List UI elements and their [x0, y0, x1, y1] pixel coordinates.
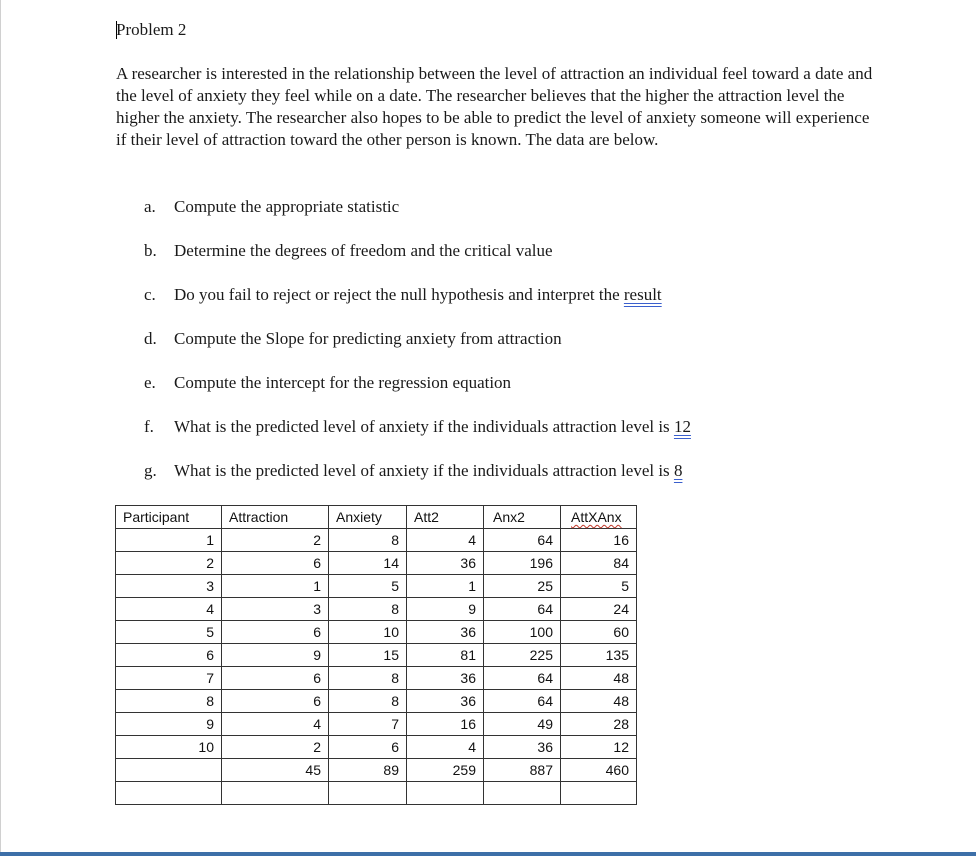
table-cell: 6: [116, 644, 222, 667]
table-cell: 36: [407, 690, 484, 713]
table-cell: 5: [116, 621, 222, 644]
question-text: Determine the degrees of freedom and the critical value: [174, 241, 553, 260]
table-cell: 36: [484, 736, 561, 759]
question-letter: c.: [144, 285, 156, 304]
question-letter: a.: [144, 197, 156, 216]
table-cell: 9: [222, 644, 329, 667]
question-text: Compute the Slope for predicting anxiety from attraction: [174, 329, 562, 348]
table-cell: 1: [222, 575, 329, 598]
table-header-row: [116, 506, 637, 529]
table-cell: 64: [484, 598, 561, 621]
table-cell: 196: [484, 552, 561, 575]
page-bottom-bar: [0, 852, 976, 856]
problem-paragraph: A researcher is interested in the relationship between the level of attraction an individual feel toward a date and the level of anxiety they feel while on a date. The researcher believes that the higher the attraction level the higher the anxiety. The researcher also hopes to be able to predict the level of anxiety someone will experience if their level of attraction toward the other person is known. The data are below.: [116, 64, 873, 149]
question-tail: result: [623, 285, 662, 304]
table-cell: 4: [116, 598, 222, 621]
table-cell: 2: [222, 529, 329, 552]
question-text: What is the predicted level of anxiety if the individuals attraction level is: [174, 417, 674, 436]
table-cell: 64: [484, 529, 561, 552]
question-letter: g.: [144, 461, 157, 480]
table-cell: 15: [329, 644, 407, 667]
table-cell: 6: [222, 667, 329, 690]
table-cell: 9: [407, 598, 484, 621]
header-participant: Participant: [116, 506, 222, 529]
table-row: [116, 575, 637, 598]
header-att2: Att2: [407, 506, 484, 529]
table-cell: 84: [561, 552, 637, 575]
page-left-edge: [0, 0, 1, 852]
table-row: [116, 644, 637, 667]
data-table: [115, 505, 637, 805]
table-cell: 7: [116, 667, 222, 690]
table-cell: 135: [561, 644, 637, 667]
table-row: [116, 667, 637, 690]
table-cell: 887: [484, 759, 561, 782]
table-cell: 1: [116, 529, 222, 552]
question-text: Do you fail to reject or reject the null hypothesis and interpret the: [174, 285, 624, 304]
table-cell: 1: [407, 575, 484, 598]
table-cell: [329, 782, 407, 805]
table-cell: [222, 782, 329, 805]
table-cell: 48: [561, 690, 637, 713]
table-cell: 10: [116, 736, 222, 759]
totals-row: [116, 759, 637, 782]
table-cell: 460: [561, 759, 637, 782]
question-c: [144, 284, 662, 306]
table-cell: 4: [222, 713, 329, 736]
table-cell: 60: [561, 621, 637, 644]
table-cell: 89: [329, 759, 407, 782]
table-cell: 5: [329, 575, 407, 598]
table-cell: [116, 759, 222, 782]
table-cell: 9: [116, 713, 222, 736]
table-cell: 100: [484, 621, 561, 644]
table-cell: 8: [116, 690, 222, 713]
table-cell: 259: [407, 759, 484, 782]
blank-row: [116, 782, 637, 805]
table-cell: 64: [484, 690, 561, 713]
table-cell: 81: [407, 644, 484, 667]
table-row: [116, 598, 637, 621]
table-cell: 16: [561, 529, 637, 552]
table-cell: 36: [407, 667, 484, 690]
table-row: [116, 713, 637, 736]
table-cell: 7: [329, 713, 407, 736]
table-cell: [561, 782, 637, 805]
table-cell: 25: [484, 575, 561, 598]
question-text: Compute the intercept for the regression equation: [174, 373, 512, 392]
question-a: [144, 196, 399, 218]
table-cell: 10: [329, 621, 407, 644]
table-cell: 6: [222, 621, 329, 644]
header-attraction: Attraction: [222, 506, 329, 529]
header-anxiety: Anxiety: [329, 506, 407, 529]
table-cell: 6: [222, 552, 329, 575]
header-attxanx: AttXAnx: [561, 506, 637, 529]
table-cell: 8: [329, 690, 407, 713]
table-cell: 24: [561, 598, 637, 621]
table-cell: 8: [329, 667, 407, 690]
question-letter: b.: [144, 241, 157, 260]
table-cell: 45: [222, 759, 329, 782]
table-cell: 6: [329, 736, 407, 759]
question-b: [144, 240, 553, 262]
table-cell: 3: [116, 575, 222, 598]
table-cell: 12: [561, 736, 637, 759]
table-cell: 5: [561, 575, 637, 598]
table-cell: 64: [484, 667, 561, 690]
table-cell: 49: [484, 713, 561, 736]
table-row: [116, 621, 637, 644]
table-cell: 3: [222, 598, 329, 621]
table-cell: 48: [561, 667, 637, 690]
question-letter: d.: [144, 329, 157, 348]
table-cell: 36: [407, 621, 484, 644]
table-cell: 8: [329, 598, 407, 621]
table-cell: 2: [222, 736, 329, 759]
page-title: Problem 2: [116, 20, 187, 39]
table-cell: [407, 782, 484, 805]
table-cell: 28: [561, 713, 637, 736]
table-cell: [484, 782, 561, 805]
table-cell: 2: [116, 552, 222, 575]
table-cell: [116, 782, 222, 805]
table-cell: 4: [407, 736, 484, 759]
question-g: [144, 460, 682, 482]
table-row: [116, 736, 637, 759]
header-anx2: Anx2: [484, 506, 561, 529]
question-letter: f.: [144, 417, 154, 436]
question-letter: e.: [144, 373, 156, 392]
question-tail: 12: [673, 417, 691, 436]
table-cell: 16: [407, 713, 484, 736]
question-text: Compute the appropriate statistic: [174, 197, 400, 216]
question-e: [144, 372, 511, 394]
table-cell: 4: [407, 529, 484, 552]
table-cell: 6: [222, 690, 329, 713]
question-f: [144, 416, 691, 438]
table-row: [116, 552, 637, 575]
table-cell: 36: [407, 552, 484, 575]
table-cell: 225: [484, 644, 561, 667]
question-text: What is the predicted level of anxiety if the individuals attraction level is: [174, 461, 674, 480]
table-cell: 8: [329, 529, 407, 552]
question-tail: 8: [673, 461, 683, 480]
table-cell: 14: [329, 552, 407, 575]
table-row: [116, 529, 637, 552]
table-row: [116, 690, 637, 713]
question-d: [144, 328, 562, 350]
